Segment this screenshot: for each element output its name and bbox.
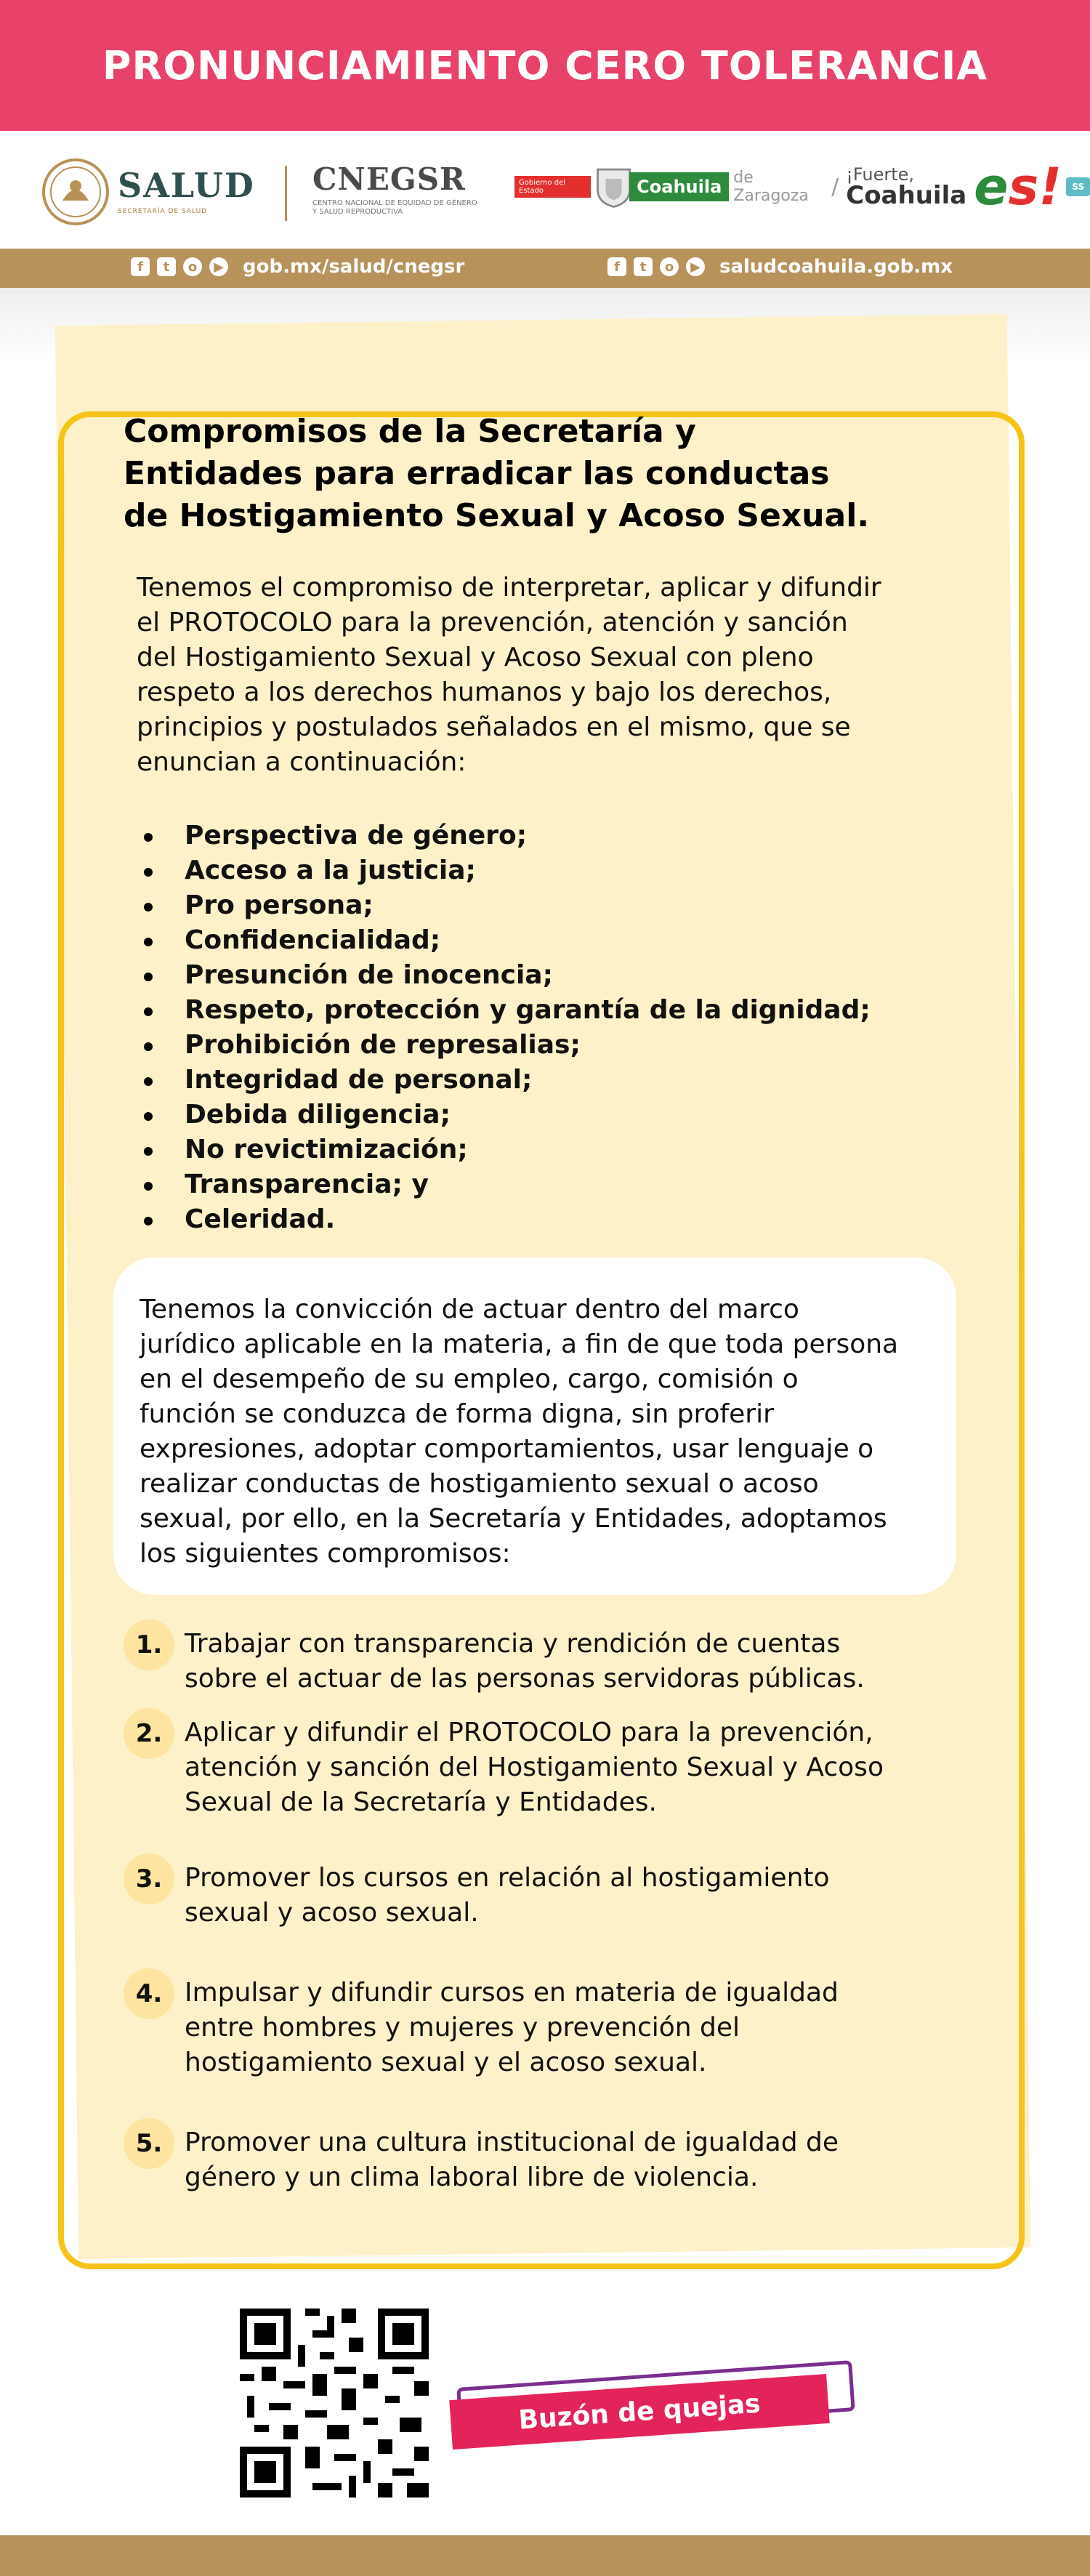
principle-text: Prohibición de represalias;	[185, 1030, 581, 1060]
commitment-line: entre hombres y mujeres y prevención del	[185, 2013, 740, 2042]
commitment-text	[185, 2125, 969, 2195]
twitter-icon[interactable]: t	[157, 257, 176, 276]
logos-strip	[0, 131, 1090, 249]
card-title	[124, 411, 981, 537]
coahuila-text: Coahuila	[846, 181, 967, 210]
bullet	[144, 938, 153, 946]
commitment-line: Sexual de la Secretaría y Entidades.	[185, 1787, 657, 1817]
bullet	[144, 903, 153, 911]
commitment-number: 3.	[124, 1853, 174, 1904]
bullet	[144, 1147, 153, 1156]
bullet	[144, 868, 153, 877]
es-logo	[974, 157, 1062, 217]
qr-code-icon[interactable]	[240, 2309, 429, 2497]
commitment-line: Promover una cultura institucional de igualdad de	[185, 2128, 839, 2157]
principle-item	[144, 1167, 871, 1202]
conviction-paragraph	[140, 1292, 939, 1571]
principle-item	[144, 1028, 871, 1063]
principle-item	[144, 958, 871, 993]
commitment-text	[185, 1627, 969, 1696]
commitment-number: 5.	[124, 2118, 174, 2169]
youtube-icon[interactable]: ▶	[209, 257, 228, 276]
principle-text: Celeridad.	[185, 1204, 336, 1234]
principle-text: Presunción de inocencia;	[185, 960, 553, 990]
fuerte-text: ¡Fuerte,	[846, 164, 915, 185]
youtube-icon[interactable]: ▶	[686, 257, 705, 276]
commitment-line: hostigamiento sexual y el acoso sexual.	[185, 2048, 707, 2077]
twitter-icon[interactable]: t	[634, 257, 653, 276]
conviction-line: sexual, por ello, en la Secretaría y Entidades, adoptamos	[140, 1504, 887, 1534]
bullet	[144, 1007, 153, 1016]
conviction-line: expresiones, adoptar comportamientos, usar lenguaje o	[140, 1434, 874, 1464]
coahuila-shield-icon	[594, 164, 634, 210]
intro-line: respeto a los derechos humanos y bajo los derechos,	[137, 677, 832, 707]
commitment-line: sobre el actuar de las personas servidoras públicas.	[185, 1664, 865, 1694]
principles-list	[144, 818, 871, 1237]
principle-text: Respeto, protección y garantía de la dignidad;	[185, 995, 871, 1025]
bullet	[144, 1042, 153, 1051]
principle-item	[144, 1202, 871, 1237]
principle-item	[144, 818, 871, 853]
gobierno-tag: Gobierno del Estado	[514, 176, 591, 198]
principle-item	[144, 993, 871, 1028]
complaints-area	[451, 2371, 843, 2444]
principle-item	[144, 1098, 871, 1132]
principle-text: Transparencia; y	[185, 1170, 429, 1199]
bullet	[144, 973, 153, 981]
commitment-line: atención y sanción del Hostigamiento Sexual y Acoso	[185, 1752, 884, 1782]
facebook-icon[interactable]: f	[607, 257, 626, 276]
mexico-seal-icon	[41, 157, 110, 227]
commitment-line: Promover los cursos en relación al hostigamiento	[185, 1863, 830, 1893]
principle-text: Integridad de personal;	[185, 1065, 533, 1095]
bullet	[144, 1217, 153, 1225]
intro-line: principios y postulados señalados en el mismo, que se	[137, 712, 851, 742]
fuerte-coahuila	[846, 166, 966, 208]
instagram-icon[interactable]: o	[660, 257, 679, 276]
social-url-right[interactable]: saludcoahuila.gob.mx	[719, 256, 953, 278]
page-title: PRONUNCIAMIENTO CERO TOLERANCIA	[102, 42, 988, 89]
intro-line: del Hostigamiento Sexual y Acoso Sexual con pleno	[137, 643, 814, 672]
principle-item	[144, 853, 871, 888]
cnegsr-logo	[312, 161, 480, 217]
commitment-number: 4.	[124, 1968, 174, 2019]
conviction-line: jurídico aplicable en la materia, a fin de que toda persona	[140, 1329, 899, 1359]
facebook-icon[interactable]: f	[131, 257, 150, 276]
social-group-left	[131, 256, 464, 278]
logo-slash: /	[831, 174, 839, 200]
salud-logo	[41, 157, 255, 227]
principle-item	[144, 1132, 871, 1167]
salud-name: SALUD	[118, 166, 255, 205]
intro-line: enuncian a continuación:	[137, 747, 467, 777]
principle-text: Perspectiva de género;	[185, 821, 528, 850]
principle-text: Debida diligencia;	[185, 1100, 451, 1130]
complaints-button[interactable]: Buzón de quejas	[449, 2374, 829, 2450]
principle-text: Pro persona;	[185, 890, 374, 920]
commitment-number: 1.	[124, 1619, 174, 1670]
commitment-text	[185, 1715, 969, 1820]
commitment-number: 2.	[124, 1708, 174, 1759]
intro-line: Tenemos el compromiso de interpretar, aplicar y difundir	[137, 573, 881, 603]
principle-item	[144, 888, 871, 923]
title-line: de Hostigamiento Sexual y Acoso Sexual.	[124, 497, 870, 534]
social-url-left[interactable]: gob.mx/salud/cnegsr	[243, 256, 465, 278]
es-logo-s: s!	[1008, 157, 1062, 217]
es-logo-e: e	[974, 157, 1009, 217]
title-line: Compromisos de la Secretaría y	[124, 413, 696, 450]
logo-divider	[285, 166, 287, 221]
conviction-line: función se conduzca de forma digna, sin proferir	[140, 1399, 774, 1429]
bullet	[144, 1182, 153, 1191]
social-group-right	[607, 256, 953, 278]
commitment-line: Impulsar y difundir cursos en materia de igualdad	[185, 1978, 839, 2008]
bottom-bar	[0, 2535, 1090, 2576]
principle-item	[144, 1063, 871, 1098]
cnegsr-name: CNEGSR	[312, 161, 466, 197]
principle-item	[144, 923, 871, 958]
salud-subtitle: SECRETARÍA DE SALUD	[118, 208, 208, 215]
conviction-line: los siguientes compromisos:	[140, 1539, 511, 1569]
principle-text: No revictimización;	[185, 1135, 468, 1164]
conviction-line: en el desempeño de su empleo, cargo, comisión o	[140, 1364, 799, 1394]
intro-paragraph	[137, 571, 943, 780]
conviction-line: Tenemos la convicción de actuar dentro del marco	[140, 1295, 799, 1324]
instagram-icon[interactable]: o	[183, 257, 202, 276]
commitment-line: género y un clima laboral libre de violencia.	[185, 2162, 759, 2192]
principle-text: Confidencialidad;	[185, 925, 441, 955]
conviction-line: realizar conductas de hostigamiento sexual o acoso	[140, 1469, 819, 1499]
title-line: Entidades para erradicar las conductas	[124, 455, 830, 492]
intro-line: el PROTOCOLO para la prevención, atención y sanción	[137, 608, 848, 637]
commitment-line: Aplicar y difundir el PROTOCOLO para la prevención,	[185, 1718, 873, 1747]
commitment-line: Trabajar con transparencia y rendición de cuentas	[185, 1629, 841, 1659]
social-bar	[0, 249, 1090, 288]
top-banner	[0, 0, 1090, 131]
commitment-text	[185, 1861, 969, 1931]
commitment-line: sexual y acoso sexual.	[185, 1898, 479, 1928]
principle-text: Acceso a la justicia;	[185, 856, 476, 885]
commitment-text	[185, 1976, 969, 2080]
bullet	[144, 1077, 153, 1086]
ss-tag: SS	[1066, 177, 1090, 196]
coahuila-logo	[514, 157, 1090, 217]
bullet	[144, 833, 153, 842]
bullet	[144, 1112, 153, 1121]
coahuila-state-tag: Coahuila	[629, 172, 729, 201]
zaragoza-text: de Zaragoza	[733, 169, 809, 205]
cnegsr-subtitle: CENTRO NACIONAL DE EQUIDAD DE GÉNERO Y SALUD REPRODUCTIVA	[312, 199, 477, 216]
